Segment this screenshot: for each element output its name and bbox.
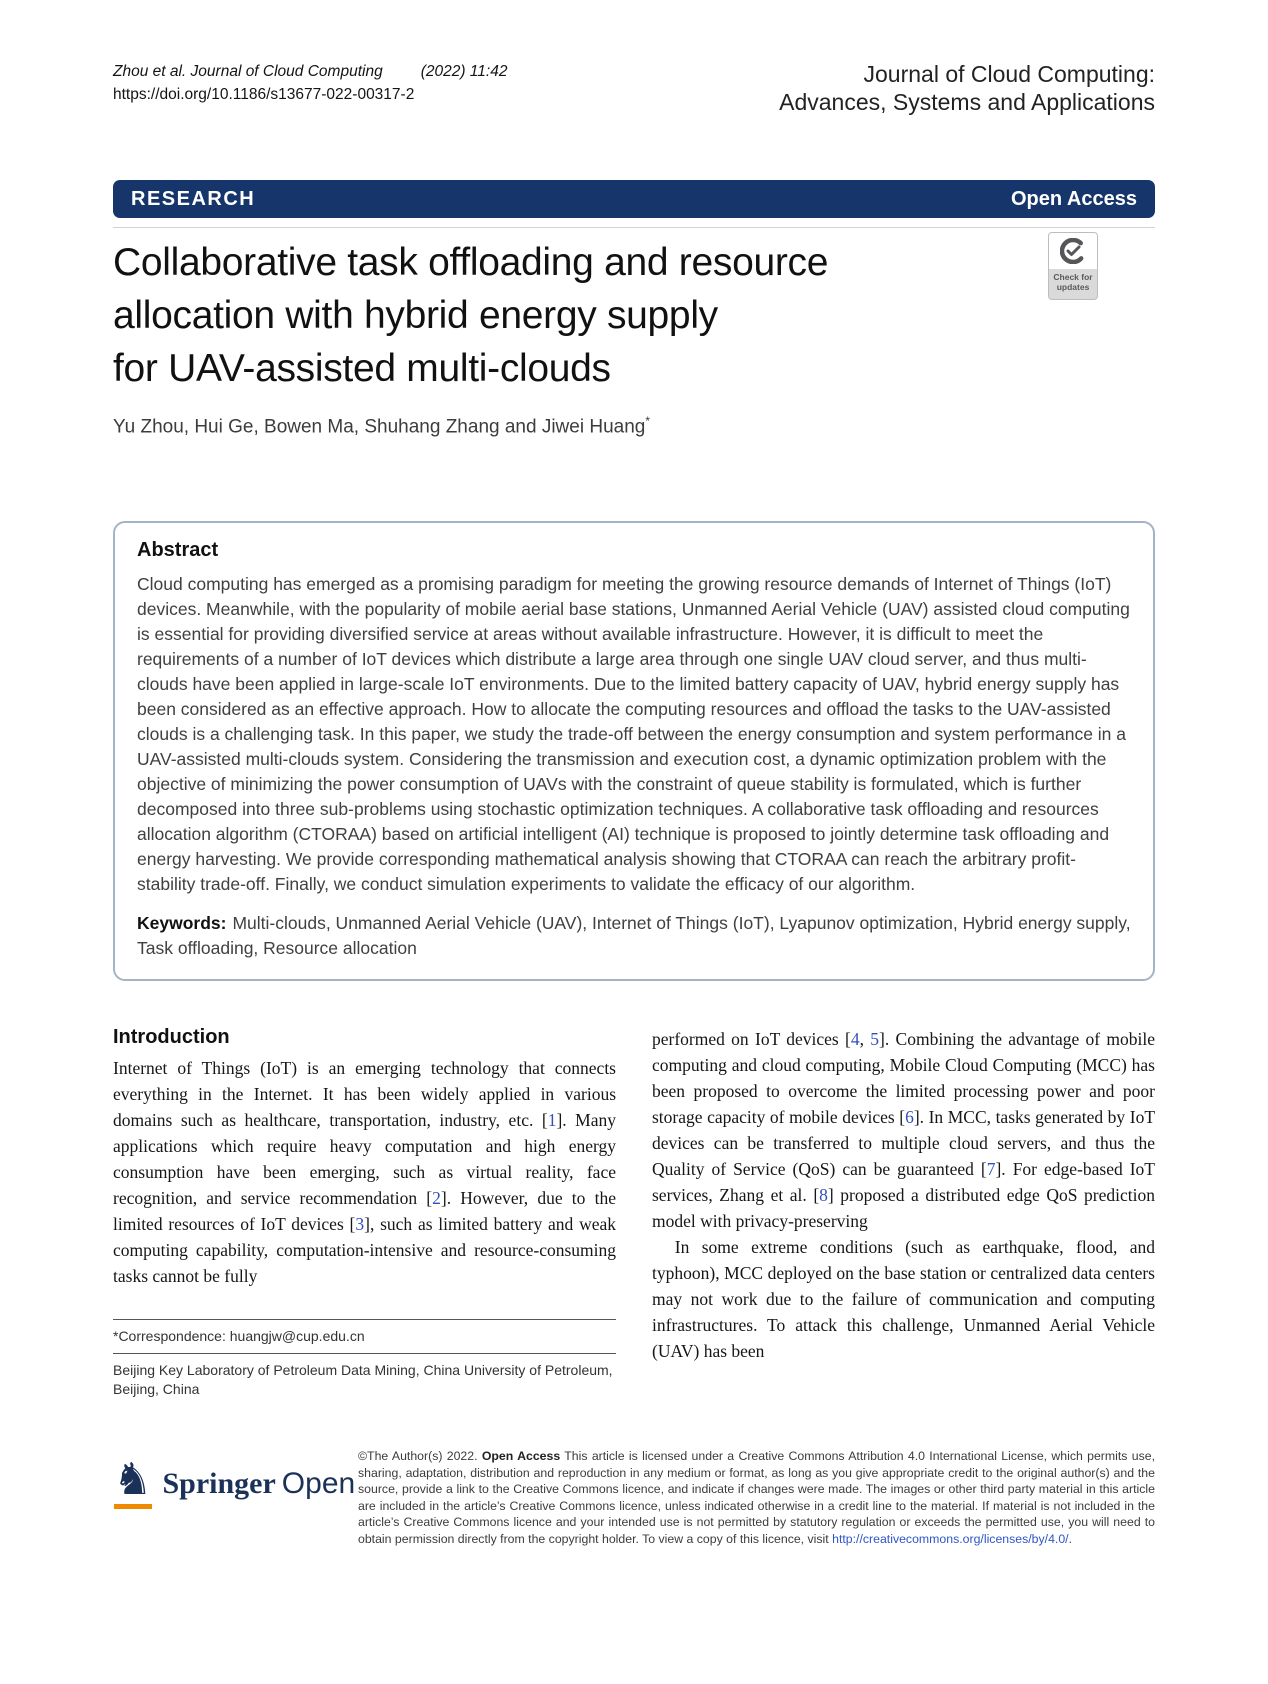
license-open-access-label: Open Access [481,1449,561,1463]
doi-line [113,83,507,106]
abstract-heading: Abstract [137,539,219,561]
license-suffix: . [1068,1531,1073,1546]
springer-open-logo [113,1448,358,1509]
citation-block [113,60,507,106]
keywords-line [137,911,1131,961]
crossmark-icon [1049,233,1097,269]
article-type-banner [113,180,1155,218]
title-line-2: allocation with hybrid energy supply [113,294,718,337]
creative-commons-link[interactable]: http://creativecommons.org/licenses/by/4.0/ [832,1531,1069,1546]
correspondence-line [113,1327,616,1346]
doi-link[interactable]: https://doi.org/10.1186/s13677-022-00317-2 [113,86,415,103]
intro-paragraph-left: Internet of Things (IoT) is an emerging technology that connects everything in the Internet. It has been widely applied in various domains such as healthcare, transportation, industry, etc. [1]. Many applications which require heavy computation and high energy consumption have been emerging, such as virtual reality, face recognition, and service recommendation [2]. However, due to the limited resources of IoT devices [3], such as limited battery and weak computing capability, computation-intensive and resource-consuming tasks cannot be fully [113,1058,616,1286]
page-footer [113,1448,1155,1548]
citation-line [113,60,507,83]
check-for-updates-label: Check for updates [1053,272,1093,292]
author-list: Yu Zhou, Hui Ge, Bowen Ma, Shuhang Zhang and Jiwei Huang* [113,414,651,438]
springer-horse-icon: ♞ [113,1458,152,1509]
journal-name-block [779,60,1155,116]
abstract-body: Cloud computing has emerged as a promising paradigm for meeting the growing resource demands of Internet of Things (IoT) devices. Meanwhile, with the popularity of mobile aerial base stations, Unmanned Aerial Vehicle (UAV) assisted cloud computing is essential for providing diversified service at areas without available infrastructure. However, it is difficult to meet the requirements of a number of IoT devices which distribute a large area through one single UAV cloud server, and thus multi-clouds have been applied in large-scale IoT environments. Due to the limited battery capacity of UAV, hybrid energy supply has been considered as an effective approach. How to allocate the computing resources and offload the tasks to the UAV-assisted clouds is a challenging task. In this paper, we study the trade-off between the energy consumption and system performance in a UAV-assisted multi-clouds system. Considering the transmission and execution cost, a dynamic optimization problem with the objective of minimizing the power consumption of UAVs with the constraint of queue stability is formulated, which is further decomposed into three sub-problems using stochastic optimization techniques. A collaborative task offloading and resources allocation algorithm (CTORAA) based on artificial intelligent (AI) technique is proposed to jointly determine task offloading and energy harvesting. We provide corresponding mathematical analysis showing that CTORAA can reach the arbitrary profit-stability trade-off. Finally, we conduct simulation experiments to validate the efficacy of our algorithm. [137,574,1130,894]
article-title [113,236,1013,395]
check-for-updates-badge[interactable] [1048,232,1098,300]
introduction-heading: Introduction [113,1026,230,1048]
left-column [113,1026,616,1399]
footnote-divider-bottom [113,1353,616,1354]
open-access-label: Open Access [1011,187,1137,210]
affiliation-text: Beijing Key Laboratory of Petroleum Data Mining, China University of Petroleum, Beijing, China [113,1362,613,1397]
license-body: This article is licensed under a Creative Commons Attribution 4.0 International License, which permits use, sharing, adaptation, distribution and reproduction in any medium or format, as long as you give appropriate credit to the original author(s) and the source, provide a link to the Creative Commons licence, and indicate if changes were made. The images or other third party material in this article are included in the article’s Creative Commons licence, unless indicated otherwise in a credit line to the material. If material is not included in the article’s Creative Commons licence and your intended use is not permitted by statutory regulation or exceeds the permitted use, you will need to obtain permission directly from the copyright holder. To view a copy of this licence, visit [358,1449,1155,1546]
abstract-box [113,521,1155,981]
logo-open-text: Open [281,1466,356,1500]
correspondence-email[interactable]: huangjw@cup.edu.cn [229,1328,365,1344]
keywords-label: Keywords: [137,913,227,933]
page-header [113,60,1155,116]
correspondence-label: *Correspondence: [113,1328,226,1344]
journal-name-line2: Advances, Systems and Applications [779,89,1155,115]
citation-text: Zhou et al. Journal of Cloud Computing [113,63,383,80]
license-text [358,1448,1155,1548]
title-line-1: Collaborative task offloading and resource [113,241,829,284]
logo-orange-bar [114,1504,152,1509]
intro-paragraph-right-1: performed on IoT devices [4, 5]. Combining the advantage of mobile computing and cloud computing, Mobile Cloud Computing (MCC) has been proposed to overcome the limited processing power and poor storage capacity of mobile devices [6]. In MCC, tasks generated by IoT devices can be transferred to multiple cloud servers, and thus the Quality of Service (QoS) can be guaranteed [7]. For edge-based IoT services, Zhang et al. [8] proposed a distributed edge QoS prediction model with privacy-preserving [652,1029,1156,1231]
body-columns [113,1026,1155,1399]
research-label: RESEARCH [131,187,256,210]
logo-springer-text: Springer [162,1466,276,1500]
footnote-divider-top [113,1319,616,1320]
journal-name-line1: Journal of Cloud Computing: [863,61,1155,87]
keywords-text: Multi-clouds, Unmanned Aerial Vehicle (UAV), Internet of Things (IoT), Lyapunov optimization, Hybrid energy supply, Task offloading, Resource allocation [137,913,1131,958]
citation-issue: (2022) 11:42 [420,63,508,80]
footnote-block [113,1319,616,1399]
title-line-3: for UAV-assisted multi-clouds [113,347,611,390]
intro-paragraph-right-2: In some extreme conditions (such as earthquake, flood, and typhoon), MCC deployed on the base station or centralized data centers may not work due to the failure of communication and computing infrastructures. To attack this challenge, Unmanned Aerial Vehicle (UAV) has been [652,1237,1155,1361]
license-copyright: ©The Author(s) 2022. [358,1449,482,1463]
corresponding-author-mark: * [645,414,651,428]
right-column [652,1026,1155,1399]
header-divider [113,227,1155,228]
